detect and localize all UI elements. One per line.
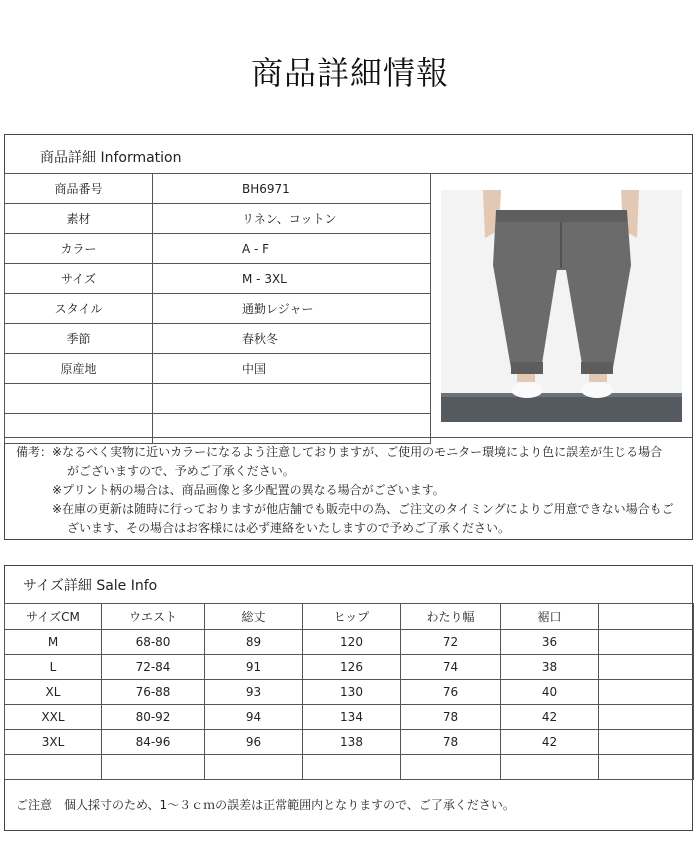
spec-value: BH6971 <box>153 174 431 204</box>
size-cell: XL <box>5 680 102 705</box>
product-photo <box>441 190 682 422</box>
size-header-cell: 総丈 <box>205 604 303 630</box>
spec-row <box>5 414 431 444</box>
page-title: 商品詳細情報 <box>250 54 449 92</box>
spec-label: サイズ <box>5 264 153 294</box>
size-header-cell: わたり幅 <box>401 604 501 630</box>
spec-label: 商品番号 <box>5 174 153 204</box>
size-cell <box>599 730 694 755</box>
size-row <box>5 755 694 780</box>
size-cell: 40 <box>501 680 599 705</box>
spec-value <box>153 414 431 444</box>
size-cell <box>401 755 501 780</box>
spec-label: 素材 <box>5 204 153 234</box>
size-cell: 80-92 <box>102 705 205 730</box>
spec-row <box>5 264 431 294</box>
size-footnote: ご注意 個人採寸のため、1～３ｃｍの誤差は正常範囲内となりますので、ご了承ください。 <box>16 798 515 812</box>
size-row <box>5 630 694 655</box>
spec-value <box>153 384 431 414</box>
size-cell <box>599 680 694 705</box>
size-header-row <box>5 604 694 630</box>
spec-label <box>5 414 153 444</box>
note-line-2: ※プリント柄の場合は、商品画像と多少配置の異なる場合がございます。 <box>52 483 445 497</box>
spec-value: 春秋冬 <box>153 324 431 354</box>
size-cell <box>102 755 205 780</box>
size-cell: 68-80 <box>102 630 205 655</box>
size-cell <box>599 630 694 655</box>
note-line-3: ※在庫の更新は随時に行っておりますが他店舗でも販売中の為、ご注文のタイミングによりご用意できない場合もご <box>52 502 674 516</box>
spec-value: A - F <box>153 234 431 264</box>
size-cell: 38 <box>501 655 599 680</box>
spec-row <box>5 354 431 384</box>
spec-row <box>5 234 431 264</box>
size-cell <box>599 705 694 730</box>
spec-value: 通勤レジャー <box>153 294 431 324</box>
spec-value: M - 3XL <box>153 264 431 294</box>
size-cell <box>501 755 599 780</box>
size-row <box>5 655 694 680</box>
size-cell: 94 <box>205 705 303 730</box>
notes-block <box>16 443 674 538</box>
size-cell: 76 <box>401 680 501 705</box>
size-header-cell: ウエスト <box>102 604 205 630</box>
spec-value: リネン、コットン <box>153 204 431 234</box>
size-cell: 84-96 <box>102 730 205 755</box>
size-cell: L <box>5 655 102 680</box>
info-heading: 商品詳細 Information <box>40 150 182 166</box>
spec-row <box>5 204 431 234</box>
size-cell: 36 <box>501 630 599 655</box>
size-cell <box>303 755 401 780</box>
spec-label: 季節 <box>5 324 153 354</box>
size-heading: サイズ詳細 Sale Info <box>23 578 158 594</box>
size-cell: M <box>5 630 102 655</box>
size-cell: 130 <box>303 680 401 705</box>
size-cell: 126 <box>303 655 401 680</box>
size-cell: 42 <box>501 705 599 730</box>
size-cell <box>599 755 694 780</box>
size-cell: 134 <box>303 705 401 730</box>
size-cell: 76-88 <box>102 680 205 705</box>
size-cell: 3XL <box>5 730 102 755</box>
photo-divider <box>430 173 431 437</box>
spec-label: カラー <box>5 234 153 264</box>
size-header-cell: ヒップ <box>303 604 401 630</box>
note-line-3b: ざいます、その場合はお客様には必ず連絡をいたしますので予めご了承ください。 <box>67 521 511 535</box>
size-cell: 89 <box>205 630 303 655</box>
size-cell: 120 <box>303 630 401 655</box>
product-spec-table <box>4 173 431 444</box>
size-cell <box>599 655 694 680</box>
size-cell: 78 <box>401 705 501 730</box>
size-cell: 78 <box>401 730 501 755</box>
size-row <box>5 705 694 730</box>
size-header-cell: 裾口 <box>501 604 599 630</box>
spec-row <box>5 174 431 204</box>
spec-row <box>5 384 431 414</box>
notes-prefix: 備考： <box>16 445 53 459</box>
size-cell: 42 <box>501 730 599 755</box>
spec-label: 原産地 <box>5 354 153 384</box>
size-row <box>5 730 694 755</box>
size-cell: 91 <box>205 655 303 680</box>
size-table <box>4 603 694 780</box>
size-cell: 96 <box>205 730 303 755</box>
size-cell: XXL <box>5 705 102 730</box>
size-header-cell: サイズCM <box>5 604 102 630</box>
size-row <box>5 680 694 705</box>
spec-value: 中国 <box>153 354 431 384</box>
size-header-cell <box>599 604 694 630</box>
spec-row <box>5 294 431 324</box>
size-cell: 93 <box>205 680 303 705</box>
size-cell: 72-84 <box>102 655 205 680</box>
size-cell <box>5 755 102 780</box>
product-photo-svg <box>441 190 682 422</box>
notes-divider <box>4 437 693 438</box>
size-cell <box>205 755 303 780</box>
size-cell: 74 <box>401 655 501 680</box>
size-cell: 138 <box>303 730 401 755</box>
spec-label <box>5 384 153 414</box>
size-cell: 72 <box>401 630 501 655</box>
note-line-1b: がございますので、予めご了承ください。 <box>67 464 295 478</box>
spec-label: スタイル <box>5 294 153 324</box>
spec-row <box>5 324 431 354</box>
note-line-1: ※なるべく実物に近いカラーになるよう注意しておりますが、ご使用のモニター環境により色に誤差が生じる場合 <box>52 445 663 459</box>
